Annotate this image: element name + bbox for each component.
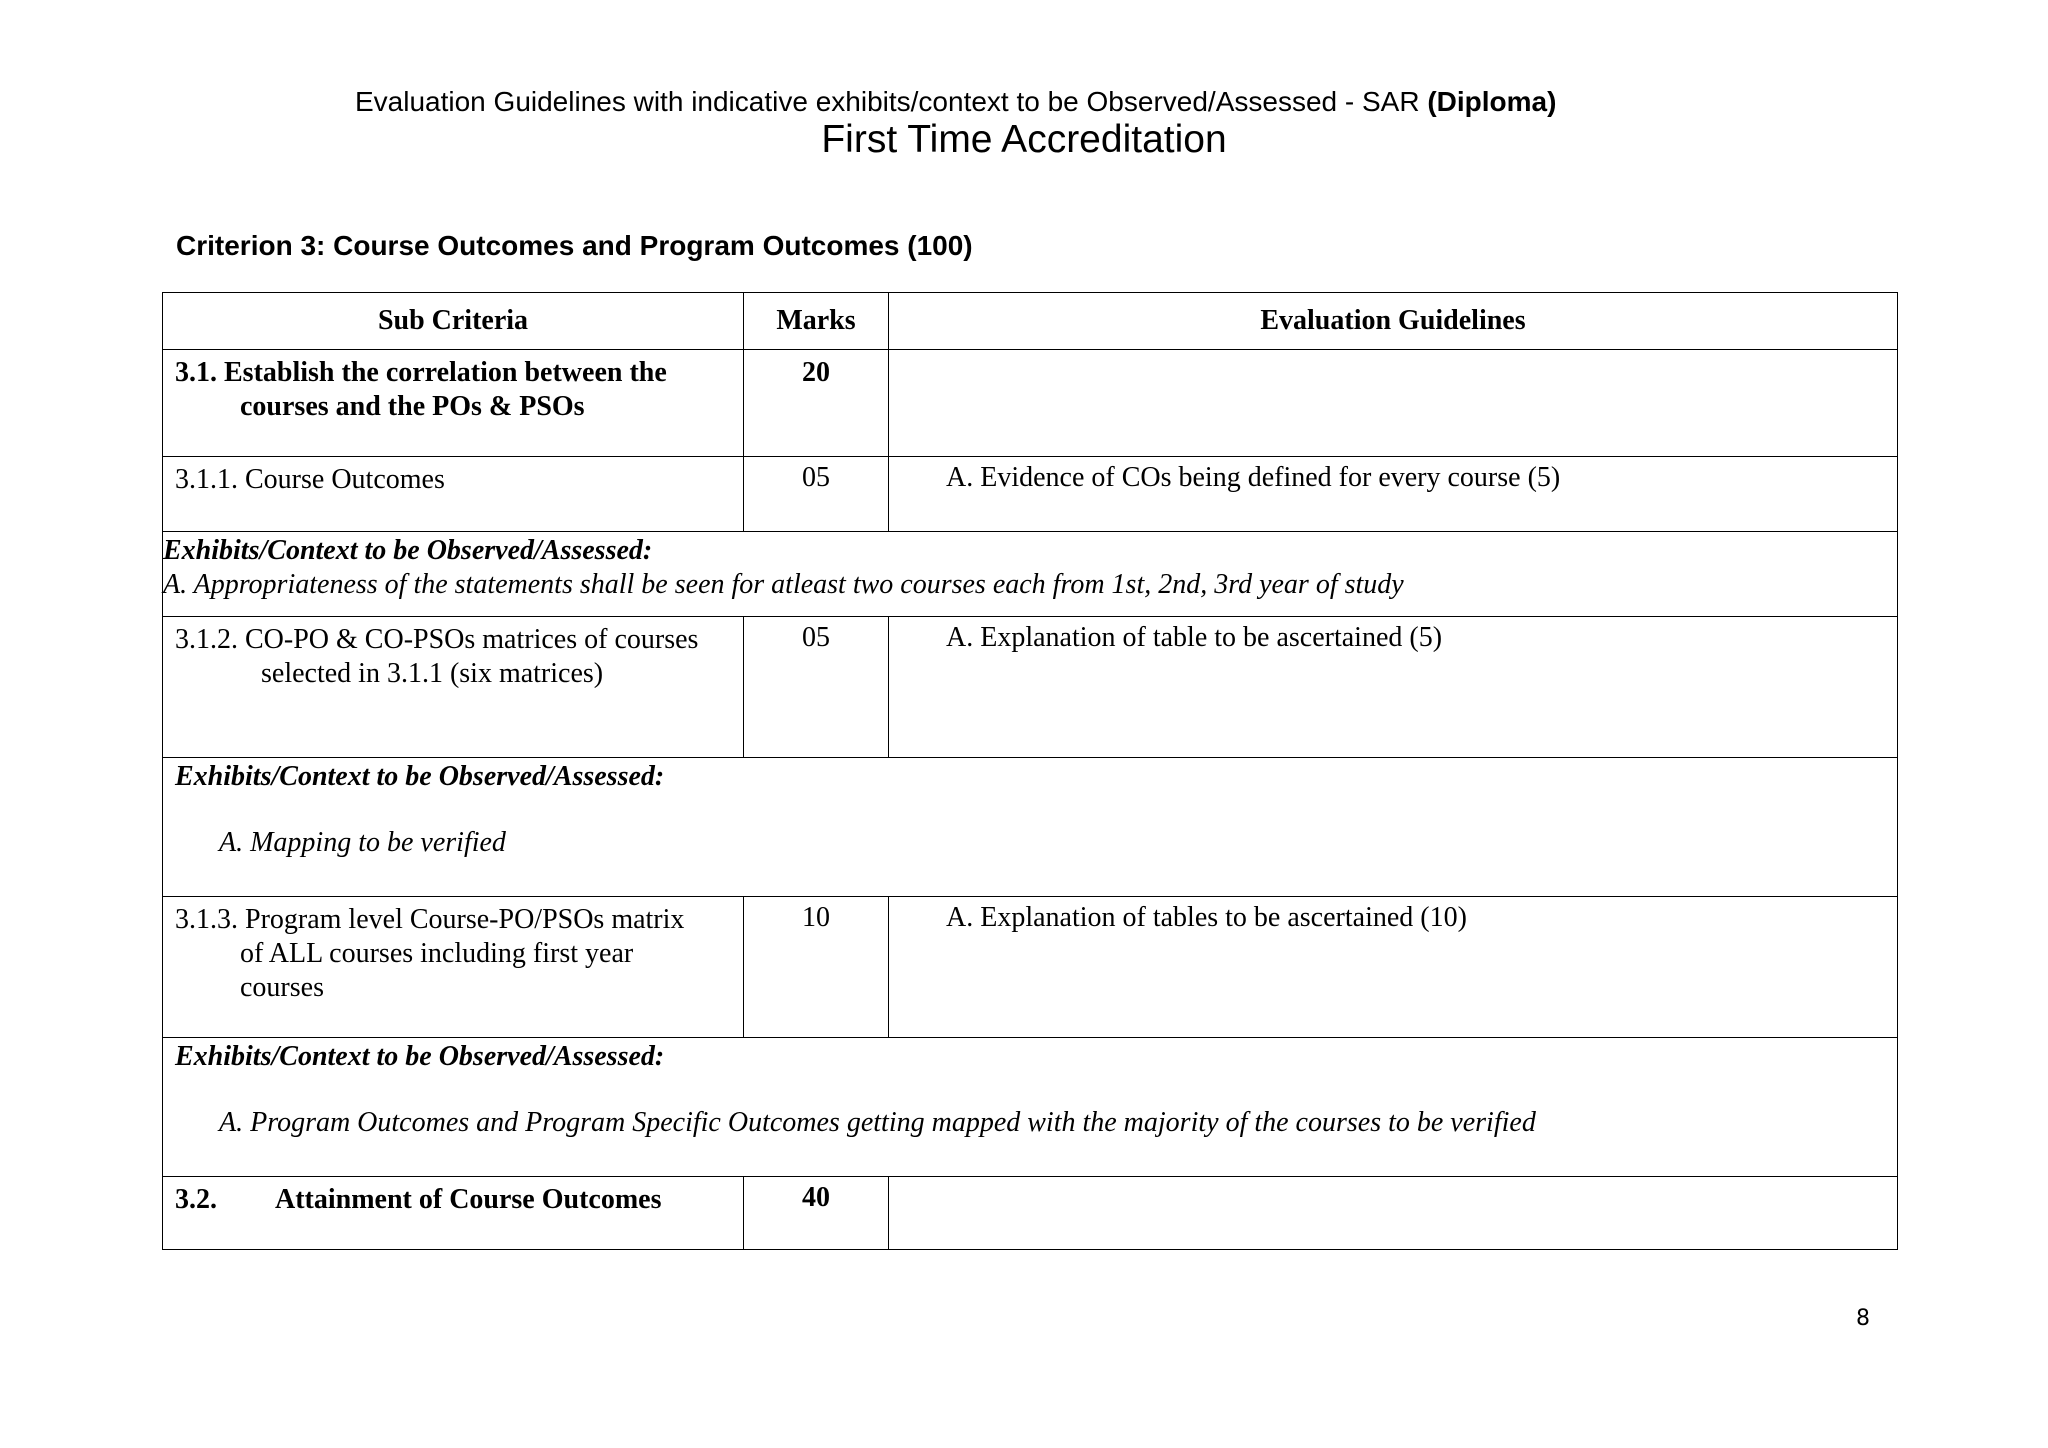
header-sub-criteria: Sub Criteria [163, 293, 744, 350]
marks-cell: 05 [744, 457, 889, 532]
sub-criteria-text-cont: courses [240, 972, 324, 1003]
page-number: 8 [1856, 1306, 1870, 1331]
sub-criteria-cell [163, 897, 744, 1038]
sub-criteria-text-cont: of ALL courses including first year [240, 938, 634, 969]
header-text: Evaluation Guidelines with indicative exhibits/context to be Observed/Assessed - SAR [355, 86, 1420, 117]
sub-criteria-cell: 3.1.1. Course Outcomes [163, 457, 744, 532]
exhibits-heading: Exhibits/Context to be Observed/Assessed: [175, 1041, 665, 1072]
sub-criteria-cell [163, 350, 744, 457]
table-header-row [163, 293, 1898, 350]
criterion-title: Criterion 3: Course Outcomes and Program Outcomes (100) [176, 230, 973, 261]
sub-criteria-number: 3.2. [175, 1184, 217, 1215]
evaluation-table [162, 292, 1898, 1250]
table-row [163, 617, 1898, 758]
sub-criteria-cell [163, 617, 744, 758]
sub-criteria-title: Attainment of Course Outcomes [275, 1184, 662, 1215]
exhibits-cell [163, 758, 1898, 897]
sub-criteria-text: 3.1.3. Program level Course-PO/PSOs matrix [175, 904, 685, 935]
sub-criteria-text-cont: selected in 3.1.1 (six matrices) [261, 658, 604, 689]
marks-cell: 10 [744, 897, 889, 1038]
guidelines-cell: A. Evidence of COs being defined for every course (5) [889, 457, 1898, 532]
exhibits-item: A. Program Outcomes and Program Specific Outcomes getting mapped with the majority of the courses to be verified [219, 1107, 1536, 1138]
sub-criteria-text: 3.1.2. CO-PO & CO-PSOs matrices of courses [175, 624, 699, 655]
table-row [163, 897, 1898, 1038]
header-marks: Marks [744, 293, 889, 350]
document-header-line2: First Time Accreditation [821, 118, 1227, 161]
sub-criteria-text: 3.1. Establish the correlation between the [175, 357, 667, 388]
guidelines-cell [889, 350, 1898, 457]
marks-cell: 05 [744, 617, 889, 758]
table-row [163, 758, 1898, 897]
header-bold-text: (Diploma) [1427, 86, 1557, 117]
marks-cell: 40 [744, 1177, 889, 1250]
sub-criteria-text-cont: courses and the POs & PSOs [240, 391, 585, 422]
marks-cell: 20 [744, 350, 889, 457]
header-evaluation-guidelines: Evaluation Guidelines [889, 293, 1898, 350]
exhibits-cell [163, 532, 1898, 617]
guidelines-cell [889, 1177, 1898, 1250]
exhibits-heading: Exhibits/Context to be Observed/Assessed: [163, 535, 653, 566]
exhibits-item: A. Mapping to be verified [219, 827, 506, 858]
sub-criteria-cell [163, 1177, 744, 1250]
exhibits-cell [163, 1038, 1898, 1177]
guidelines-cell: A. Explanation of tables to be ascertained (10) [889, 897, 1898, 1038]
guidelines-cell: A. Explanation of table to be ascertained (5) [889, 617, 1898, 758]
table-row [163, 457, 1898, 532]
table-row [163, 350, 1898, 457]
table-row [163, 532, 1898, 617]
exhibits-item: A. Appropriateness of the statements shall be seen for atleast two courses each from 1st, 2nd, 3rd year of study [163, 569, 1404, 600]
table-row [163, 1177, 1898, 1250]
table-row [163, 1038, 1898, 1177]
exhibits-heading: Exhibits/Context to be Observed/Assessed: [175, 761, 665, 792]
